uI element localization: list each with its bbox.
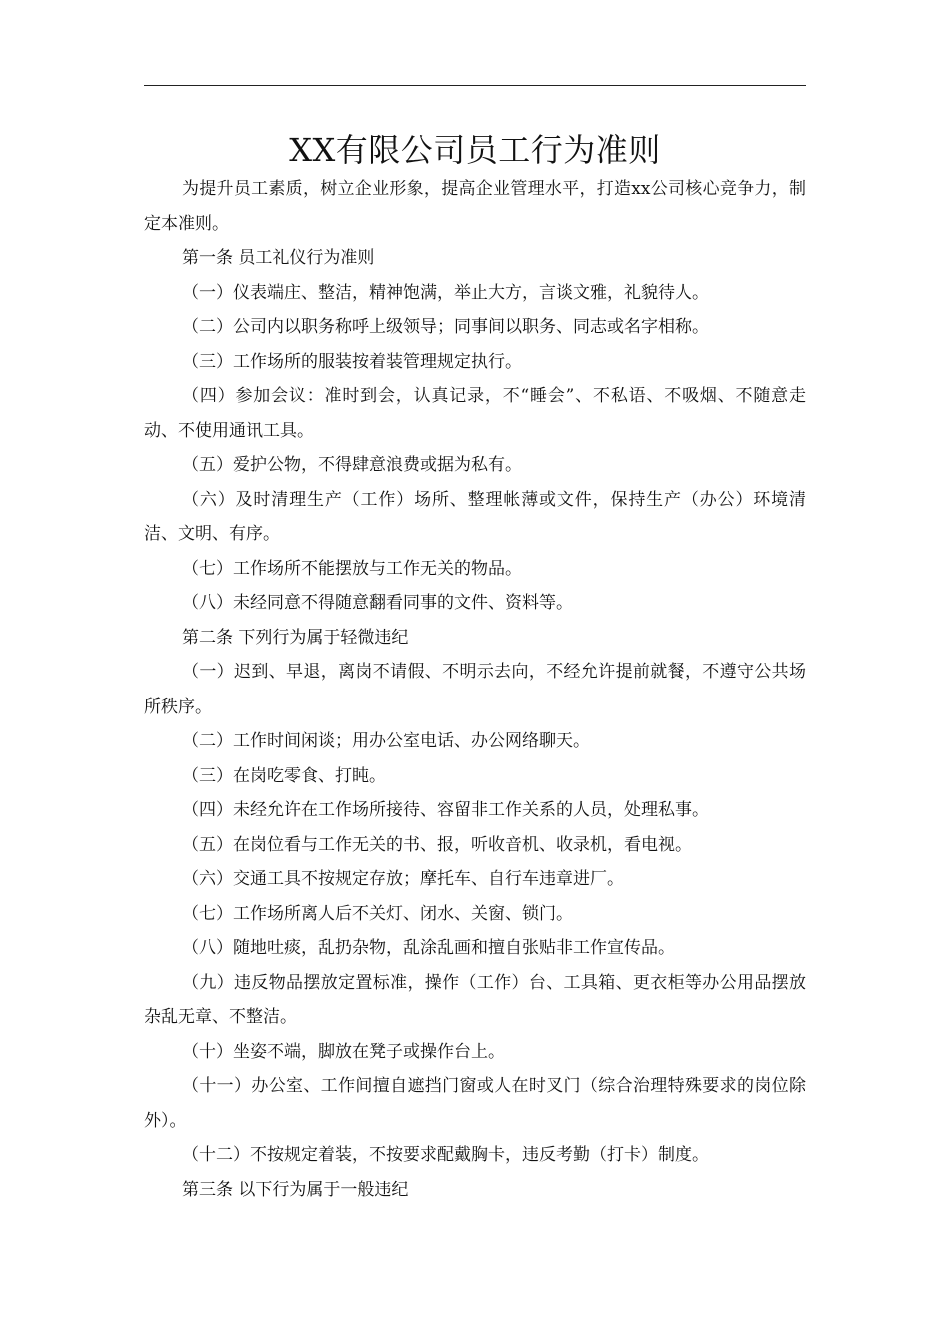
clause-paragraph: （六）及时清理生产（工作）场所、整理帐薄或文件，保持生产（办公）环境清洁、文明、有序。 — [144, 489, 806, 544]
clause-paragraph: （七）工作场所离人后不关灯、闭水、关窗、锁门。 — [182, 903, 573, 924]
clause-paragraph: （八）随地吐痰，乱扔杂物，乱涂乱画和擅自张贴非工作宣传品。 — [182, 938, 675, 958]
clause-paragraph: （九）违反物品摆放定置标准，操作（工作）台、工具箱、更衣柜等办公用品摆放杂乱无章、不整洁。 — [144, 972, 806, 1027]
clause-paragraph: （十二）不按规定着装，不按要求配戴胸卡，违反考勤（打卡）制度。 — [182, 1145, 709, 1165]
clause-paragraph: （十一）办公室、工作间擅自遮挡门窗或人在时叉门（综合治理特殊要求的岗位除外）。 — [144, 1076, 806, 1131]
article-heading: 第二条 下列行为属于轻微违纪 — [182, 627, 409, 648]
clause-paragraph: （十）坐姿不端，脚放在凳子或操作台上。 — [182, 1041, 505, 1062]
clause-paragraph: （七）工作场所不能摆放与工作无关的物品。 — [182, 558, 522, 579]
document-body — [144, 172, 806, 1207]
clause-paragraph: （三）在岗吃零食、打盹。 — [182, 765, 386, 786]
clause-paragraph: （一）仪表端庄、整洁，精神饱满，举止大方，言谈文雅，礼貌待人。 — [182, 282, 709, 303]
clause-paragraph: （一）迟到、早退，离岗不请假、不明示去向，不经允许提前就餐，不遵守公共场所秩序。 — [144, 662, 806, 717]
clause-paragraph: （四）未经允许在工作场所接待、容留非工作关系的人员，处理私事。 — [182, 800, 709, 820]
clause-paragraph: （三）工作场所的服装按着装管理规定执行。 — [182, 351, 522, 372]
document-title: XX有限公司员工行为准则 — [289, 131, 661, 169]
article-heading: 第三条 以下行为属于一般违纪 — [182, 1179, 409, 1200]
clause-paragraph: （二）工作时间闲谈；用办公室电话、办公网络聊天。 — [182, 731, 590, 751]
intro-paragraph: 为提升员工素质，树立企业形象，提高企业管理水平，打造xx公司核心竞争力，制定本准则。 — [144, 179, 806, 234]
clause-paragraph: （五）爱护公物，不得肆意浪费或据为私有。 — [182, 455, 522, 475]
header-rule — [144, 85, 806, 86]
clause-paragraph: （二）公司内以职务称呼上级领导；同事间以职务、同志或名字相称。 — [182, 317, 709, 337]
article-heading: 第一条 员工礼仪行为准则 — [182, 248, 375, 268]
clause-paragraph: （四）参加会议：准时到会，认真记录，不“睡会”、不私语、不吸烟、不随意走动、不使用通讯工具。 — [144, 386, 806, 441]
clause-paragraph: （五）在岗位看与工作无关的书、报，听收音机、收录机，看电视。 — [182, 834, 692, 855]
clause-paragraph: （六）交通工具不按规定存放；摩托车、自行车违章进厂。 — [182, 869, 624, 889]
clause-paragraph: （八）未经同意不得随意翻看同事的文件、资料等。 — [182, 593, 573, 613]
